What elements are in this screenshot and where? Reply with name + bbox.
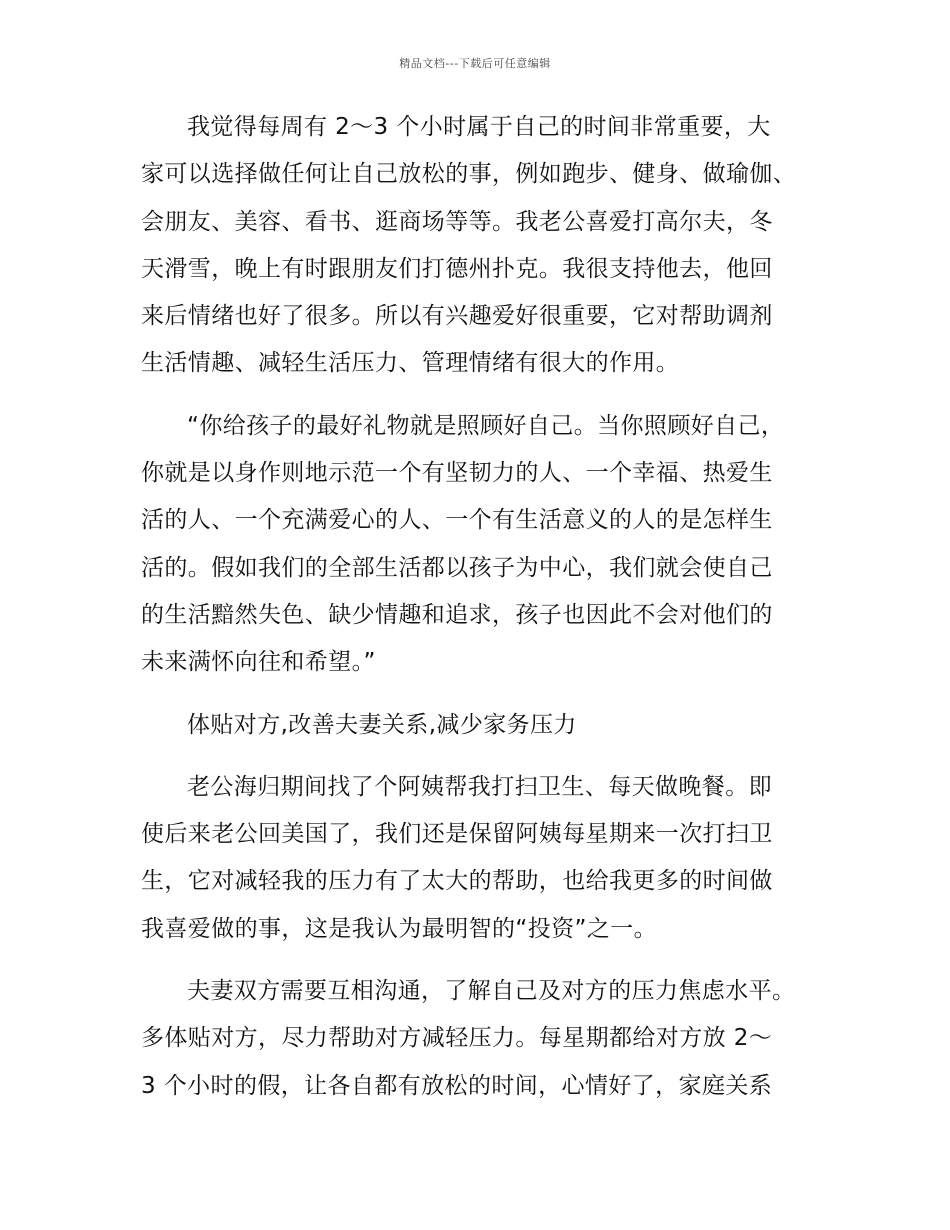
text-line: 你就是以身作则地示范一个有坚韧力的人、一个幸福、热爱生 (141, 460, 773, 487)
text-line: 多体贴对方，尽力帮助对方减轻压力。每星期都给对方放 2～ (141, 1025, 773, 1052)
text-line: 的生活黯然失色、缺少情趣和追求，孩子也因此不会对他们的 (141, 601, 773, 628)
text-line: 未来满怀向往和希望。” (141, 649, 376, 676)
text-line: 我喜爱做的事，这是我认为最明智的“投资”之一。 (141, 915, 658, 942)
text-line: 会朋友、美容、看书、逛商场等等。我老公喜爱打高尔夫，冬 (141, 208, 773, 235)
text-line: 家可以选择做任何让自己放松的事，例如跑步、健身、做瑜伽、 (141, 161, 797, 188)
text-line: 活的人、一个充满爱心的人、一个有生活意义的人的是怎样生 (141, 507, 773, 534)
text-line: 生，它对减轻我的压力有了太大的帮助，也给我更多的时间做 (141, 868, 773, 895)
paragraph-leisure-time (141, 104, 821, 388)
text-line: 生活情趣、减轻生活压力、管理情绪有很大的作用。 (141, 350, 680, 377)
paragraph-communication (141, 968, 833, 1110)
paragraph-quote (141, 403, 821, 687)
text-line: 活的。假如我们的全部生活都以孩子为中心，我们就会使自己 (141, 554, 773, 581)
text-line: 夫妻双方需要互相沟通，了解自己及对方的压力焦虑水平。 (187, 978, 796, 1005)
section-heading (141, 702, 821, 749)
text-line: 来后情绪也好了很多。所以有兴趣爱好很重要，它对帮助调剂 (141, 303, 773, 330)
text-line: 老公海归期间找了个阿姨帮我打扫卫生、每天做晚餐。即 (187, 773, 772, 800)
document-body (141, 104, 821, 1110)
text-line: 体贴对方,改善夫妻关系,减少家务压力 (187, 711, 577, 738)
text-line: “你给孩子的最好礼物就是照顾好自己。当你照顾好自己， (187, 412, 785, 439)
text-line: 使后来老公回美国了，我们还是保留阿姨每星期来一次打扫卫 (141, 821, 773, 848)
text-line: 我觉得每周有 2～3 个小时属于自己的时间非常重要，大 (187, 114, 771, 140)
page-header: 精品文档---下载后可任意编辑 (399, 57, 551, 70)
text-line: 天滑雪，晚上有时跟朋友们打德州扑克。我很支持他去，他回 (141, 255, 773, 282)
paragraph-housekeeper (141, 764, 821, 953)
text-line: 3 个小时的假，让各自都有放松的时间，心情好了，家庭关系 (141, 1072, 773, 1099)
